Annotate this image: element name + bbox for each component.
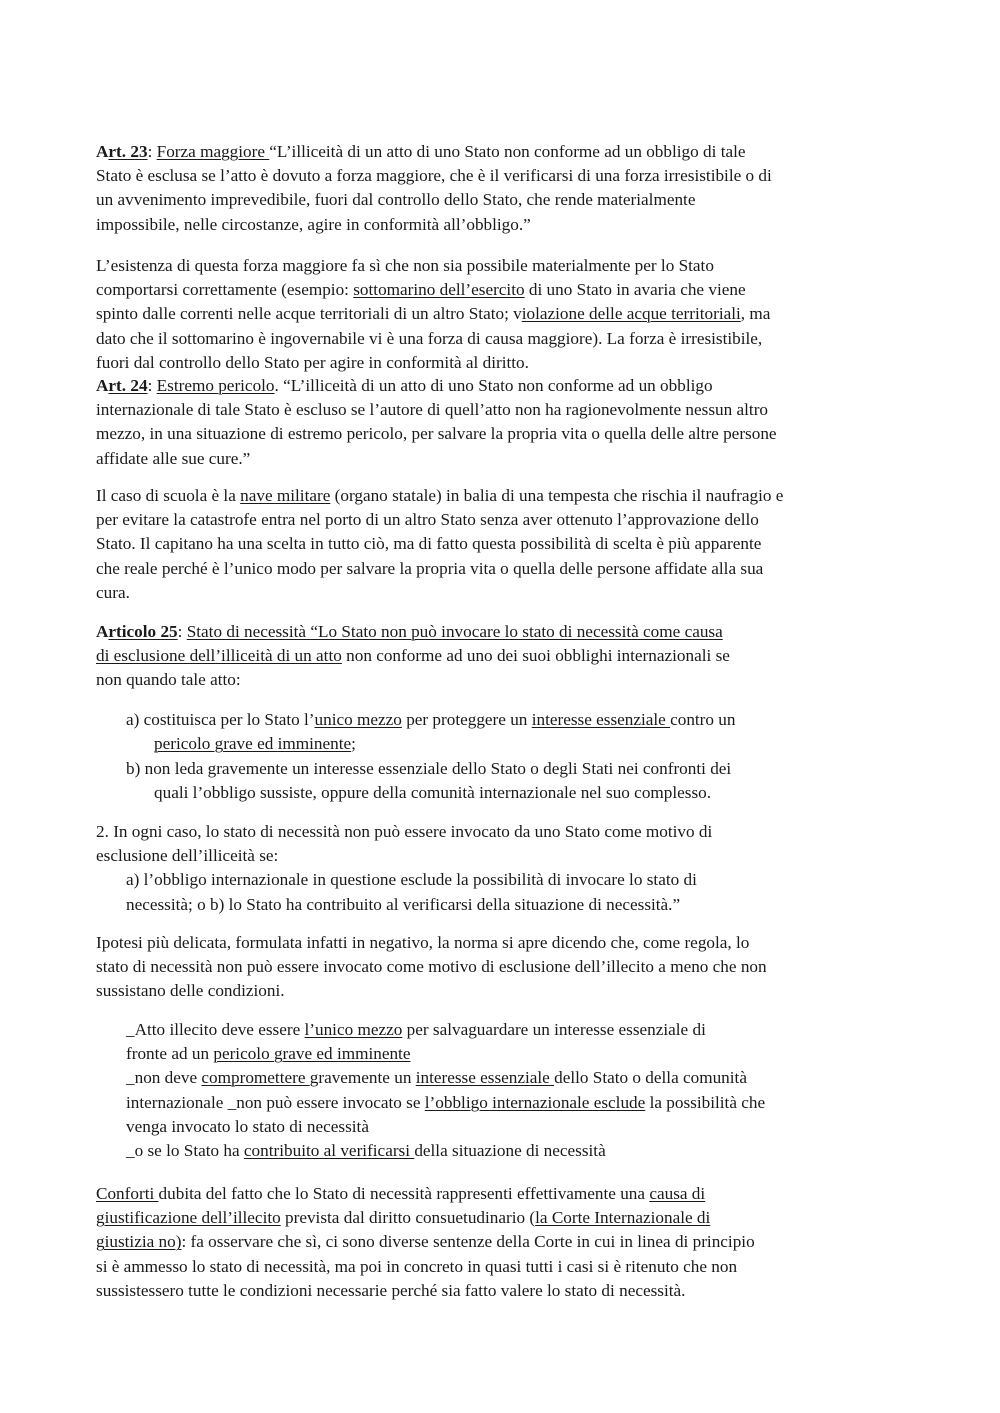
art24-heading: Art. 24 — [96, 376, 148, 395]
art25-line-3: non quando tale atto: — [96, 670, 241, 690]
p4-line-4: si è ammesso lo stato di necessità, ma poi in concreto in quasi tutti i casi si è ritenuto che non — [96, 1256, 738, 1276]
clause2-line-1: 2. In ogni caso, lo stato di necessità non può essere invocato da uno Stato come motivo di — [96, 822, 713, 841]
p4-line-2: giustificazione dell’illecito prevista dal diritto consuetudinario (la Corte Internazionale di — [96, 1208, 711, 1228]
p2-line-4: che reale perché è l’unico modo per salvare la propria vita o quella delle persone affidate alla sua — [96, 558, 764, 578]
p2-line-1: Il caso di scuola è la nave militare (organo statale) in balia di una tempesta che rischia il naufragio e — [96, 486, 784, 505]
art25-line-2: di esclusione dell’illiceità di un atto non conforme ad uno dei suoi obblighi internazionali se — [96, 646, 730, 666]
art23-title: Forza maggiore — [156, 142, 270, 161]
force-majeure-explanation — [96, 254, 916, 375]
art25-heading: Articolo 25 — [96, 622, 178, 641]
p1-line-1: L’esistenza di questa forza maggiore fa sì che non sia possibile materialmente per lo Stato — [96, 256, 714, 275]
conditions-list — [96, 1018, 916, 1163]
list-item: _non deve compromettere gravemente un interesse essenziale dello Stato o della comunità — [126, 1068, 747, 1088]
cond-a-line-1: a) costituisca per lo Stato l’unico mezzo per proteggere un interesse essenziale contro un — [126, 710, 736, 729]
list-item: _o se lo Stato ha contribuito al verificarsi della situazione di necessità — [126, 1141, 606, 1161]
art24-title: Estremo pericolo — [156, 376, 275, 395]
art23-paragraph — [96, 140, 916, 237]
p2-line-5: cura. — [96, 582, 130, 602]
conforti-paragraph — [96, 1182, 916, 1303]
art25-title: Stato di necessità — [186, 622, 311, 641]
p3-line-2: stato di necessità non può essere invocato come motivo di esclusione dell’illecito a meno che non — [96, 957, 767, 977]
p1-line-4: dato che il sottomarino è ingovernabile vi è una forza di causa maggiore). La forza è irresistibile, — [96, 328, 763, 348]
art23-line-4: impossibile, nelle circostanze, agire in conformità all’obbligo.” — [96, 214, 531, 234]
military-ship-example — [96, 484, 916, 605]
p4-line-1: Conforti dubita del fatto che lo Stato di necessità rappresenti effettivamente una causa di — [96, 1184, 706, 1203]
art23-line-2: Stato è esclusa se l’atto è dovuto a forza maggiore, che è il verificarsi di una forza irresistibile o di — [96, 166, 772, 186]
p2-line-3: Stato. Il capitano ha una scelta in tutto ciò, ma di fatto questa possibilità di scelta è più apparente — [96, 534, 762, 554]
art25-condition-b — [96, 757, 916, 805]
cond-b-line-1: b) non leda gravemente un interesse essenziale dello Stato o degli Stati nei confronti dei — [126, 759, 732, 778]
art23-heading: Art. 23 — [96, 142, 148, 161]
p1-line-2: comportarsi correttamente (esempio: sottomarino dell’esercito di uno Stato in avaria che viene — [96, 280, 746, 300]
list-item: _Atto illecito deve essere l’unico mezzo per salvaguardare un interesse essenziale di — [126, 1020, 706, 1039]
art24-line-3: mezzo, in una situazione di estremo pericolo, per salvare la propria vita o quella delle altre persone — [96, 424, 777, 444]
cond-a-line-2: pericolo grave ed imminente; — [154, 734, 356, 754]
necessity-explanation — [96, 931, 916, 1004]
p2-line-2: per evitare la catastrofe entra nel porto di un altro Stato senza aver ottenuto l’approvazione dello — [96, 510, 759, 530]
art23-line-1: Art. 23: Forza maggiore “L’illiceità di un atto di uno Stato non conforme ad un obbligo di tale — [96, 142, 746, 161]
list-item: fronte ad un pericolo grave ed imminente — [126, 1044, 411, 1064]
art24-line-4: affidate alle sue cure.” — [96, 448, 251, 468]
p3-line-1: Ipotesi più delicata, formulata infatti in negativo, la norma si apre dicendo che, come regola, lo — [96, 933, 750, 952]
clause2-line-3: a) l’obbligo internazionale in questione esclude la possibilità di invocare lo stato di — [126, 870, 697, 890]
art25-line-1: Articolo 25: Stato di necessità “Lo Stato non può invocare lo stato di necessità come causa — [96, 622, 723, 641]
p3-line-3: sussistano delle condizioni. — [96, 981, 285, 1001]
art23-line-3: un avvenimento imprevedibile, fuori dal controllo dello Stato, che rende materialmente — [96, 190, 696, 210]
list-item: internazionale _non può essere invocato se l’obbligo internazionale esclude la possibilità che — [126, 1092, 766, 1112]
p1-line-3: spinto dalle correnti nelle acque territoriali di un altro Stato; violazione delle acque territoriali, ma — [96, 304, 771, 324]
clause2-line-2: esclusione dell’illiceità se: — [96, 846, 279, 866]
art25-clause-2 — [96, 820, 916, 917]
p4-line-3: giustizia no): fa osservare che sì, ci sono diverse sentenze della Corte in cui in linea di principio — [96, 1232, 755, 1252]
list-item: venga invocato lo stato di necessità — [126, 1116, 369, 1136]
art25-paragraph — [96, 620, 916, 693]
clause2-line-4: necessità; o b) lo Stato ha contribuito al verificarsi della situazione di necessità.” — [126, 894, 681, 914]
cond-b-line-2: quali l’obbligo sussiste, oppure della comunità internazionale nel suo complesso. — [154, 783, 712, 803]
art25-condition-a — [96, 708, 916, 756]
p4-line-5: sussistessero tutte le condizioni necessarie perché sia fatto valere lo stato di necessità. — [96, 1280, 686, 1300]
art24-paragraph — [96, 374, 916, 471]
art24-line-2: internazionale di tale Stato è escluso se l’autore di quell’atto non ha ragionevolmente nessun altro — [96, 400, 769, 420]
p1-line-5: fuori dal controllo dello Stato per agire in conformità al diritto. — [96, 352, 529, 372]
art24-line-1: Art. 24: Estremo pericolo. “L’illiceità di un atto di uno Stato non conforme ad un obbligo — [96, 376, 713, 395]
